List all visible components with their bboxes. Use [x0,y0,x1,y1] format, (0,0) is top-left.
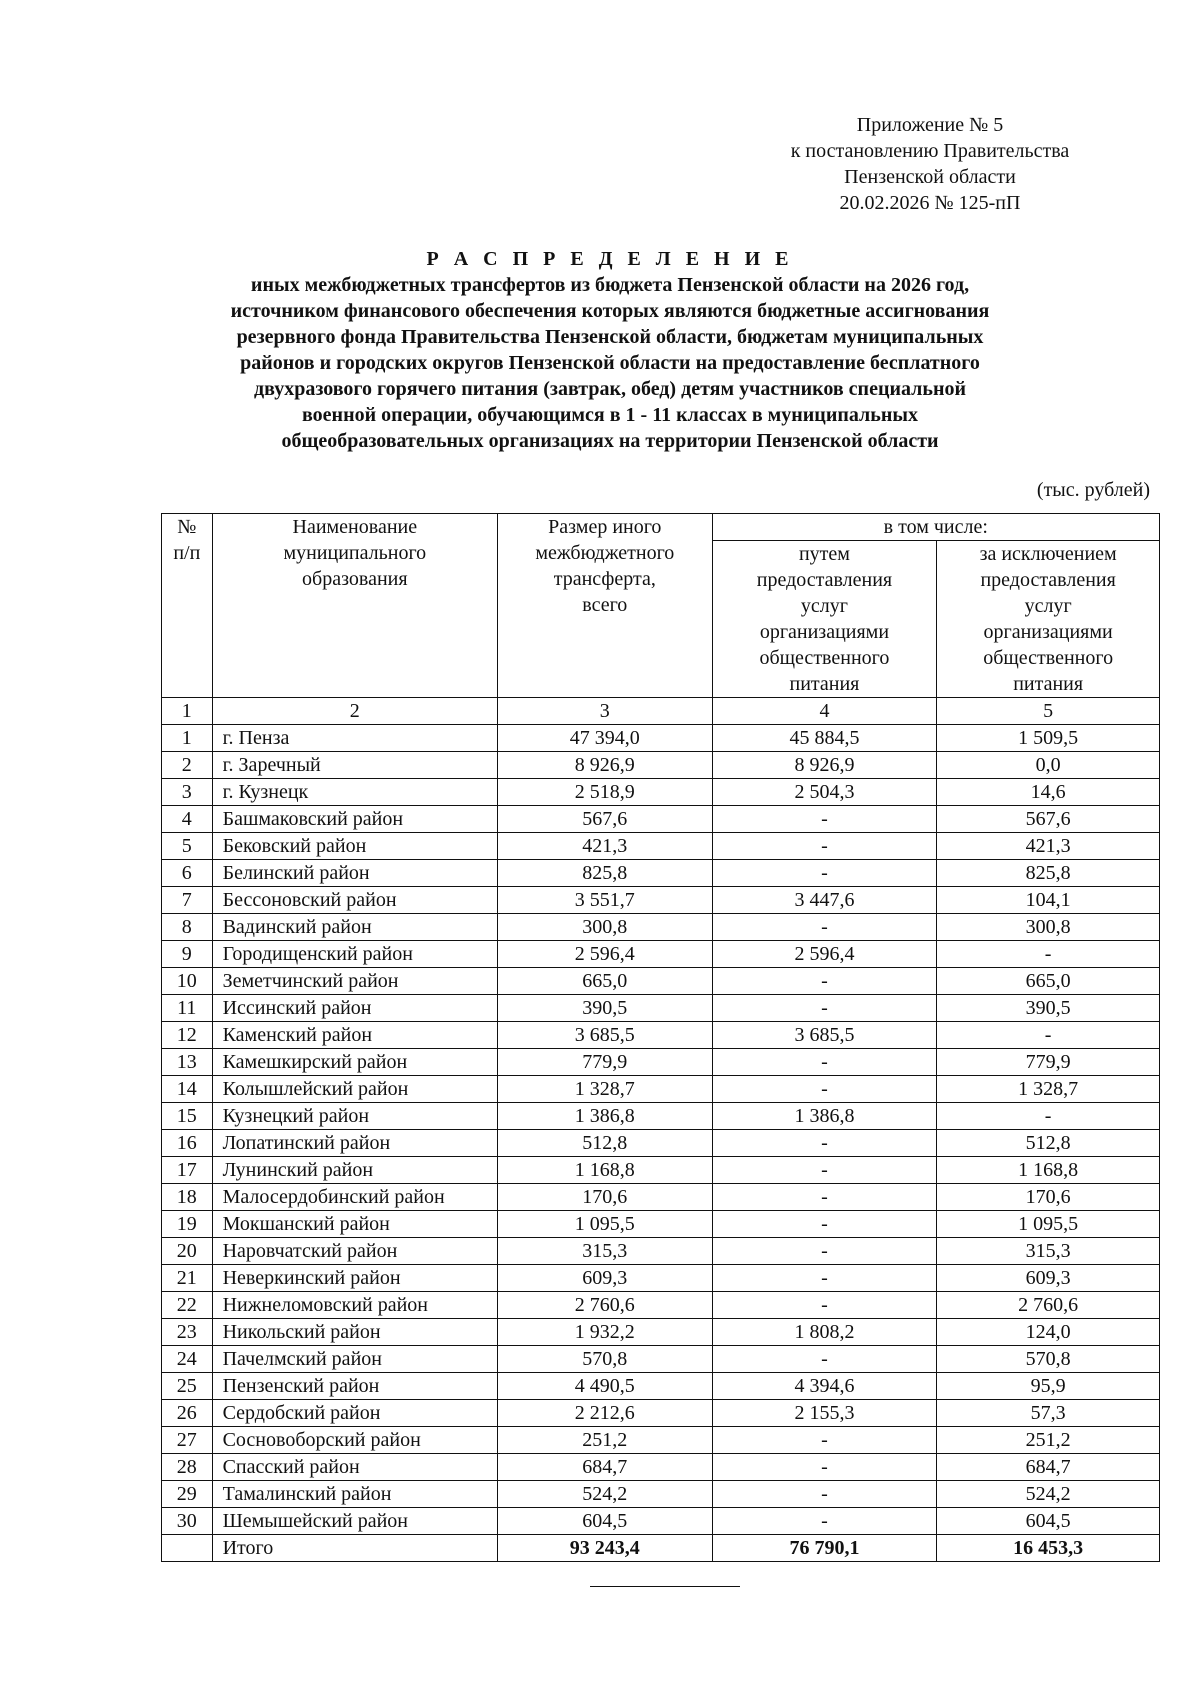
total-amount: 93 243,4 [498,1535,713,1562]
municipality-name: Каменский район [212,1022,497,1049]
row-number: 16 [162,1130,213,1157]
transfer-total: 1 386,8 [498,1103,713,1130]
with-catering-amount: - [712,1454,937,1481]
transfer-total: 2 760,6 [498,1292,713,1319]
table-row [162,1157,1160,1184]
table-row [162,1508,1160,1535]
table-row [162,1373,1160,1400]
table-row [162,1049,1160,1076]
with-catering-amount: - [712,1292,937,1319]
table-row [162,725,1160,752]
title-line: общеобразовательных организациях на территории Пензенской области [281,430,939,452]
transfer-total: 779,9 [498,1049,713,1076]
with-catering-amount: 8 926,9 [712,752,937,779]
distribution-table [161,513,1160,1562]
transfer-total: 300,8 [498,914,713,941]
municipality-name: Мокшанский район [212,1211,497,1238]
without-catering-amount: 251,2 [937,1427,1160,1454]
row-number: 13 [162,1049,213,1076]
municipality-name: Городищенский район [212,941,497,968]
municipality-name: г. Пенза [212,725,497,752]
row-number: 15 [162,1103,213,1130]
row-number: 20 [162,1238,213,1265]
without-catering-amount: 1 328,7 [937,1076,1160,1103]
municipality-name: Малосердобинский район [212,1184,497,1211]
row-number: 25 [162,1373,213,1400]
table-row [162,995,1160,1022]
municipality-name: Башмаковский район [212,806,497,833]
total-without-catering: 16 453,3 [937,1535,1160,1562]
row-number: 9 [162,941,213,968]
without-catering-amount: - [937,1022,1160,1049]
transfer-total: 665,0 [498,968,713,995]
row-number: 22 [162,1292,213,1319]
transfer-total: 570,8 [498,1346,713,1373]
appendix-header [700,112,1160,216]
municipality-name: Спасский район [212,1454,497,1481]
table-row [162,1211,1160,1238]
row-number: 3 [162,779,213,806]
municipality-name: Пачелмский район [212,1346,497,1373]
table-row [162,1238,1160,1265]
with-catering-amount: 1 808,2 [712,1319,937,1346]
without-catering-amount: 779,9 [937,1049,1160,1076]
municipality-name: Колышлейский район [212,1076,497,1103]
with-catering-amount: 4 394,6 [712,1373,937,1400]
transfer-total: 1 932,2 [498,1319,713,1346]
with-catering-amount: - [712,968,937,995]
end-of-document-line [590,1586,740,1587]
row-number: 11 [162,995,213,1022]
without-catering-amount: 1 509,5 [937,725,1160,752]
table-row [162,1346,1160,1373]
appendix-region: Пензенской области [844,166,1016,188]
with-catering-amount: - [712,1346,937,1373]
table-row [162,941,1160,968]
table-row [162,1292,1160,1319]
municipality-name: Земетчинский район [212,968,497,995]
row-number: 18 [162,1184,213,1211]
title-heading: Р А С П Р Е Д Е Л Е Н И Е [426,248,794,270]
transfer-total: 8 926,9 [498,752,713,779]
title-line: резервного фонда Правительства Пензенской области, бюджетам муниципальных [236,326,984,348]
without-catering-amount: 1 095,5 [937,1211,1160,1238]
header-number: № п/п [162,514,213,698]
table-row [162,968,1160,995]
title-line: источником финансового обеспечения которых являются бюджетные ассигнования [230,300,990,322]
header-with-catering: путем предоставления услуг организациями общественного питания [712,541,937,698]
row-number: 19 [162,1211,213,1238]
municipality-name: Сердобский район [212,1400,497,1427]
transfer-total: 609,3 [498,1265,713,1292]
without-catering-amount: 300,8 [937,914,1160,941]
table-row [162,1427,1160,1454]
transfer-total: 2 518,9 [498,779,713,806]
without-catering-amount: - [937,941,1160,968]
total-with-catering: 76 790,1 [712,1535,937,1562]
transfer-total: 1 168,8 [498,1157,713,1184]
without-catering-amount: 825,8 [937,860,1160,887]
with-catering-amount: - [712,1076,937,1103]
with-catering-amount: 45 884,5 [712,725,937,752]
row-number: 21 [162,1265,213,1292]
without-catering-amount: 14,6 [937,779,1160,806]
with-catering-amount: - [712,914,937,941]
without-catering-amount: - [937,1103,1160,1130]
municipality-name: Лунинский район [212,1157,497,1184]
municipality-name: Белинский район [212,860,497,887]
without-catering-amount: 124,0 [937,1319,1160,1346]
header-including: в том числе: [712,514,1159,541]
total-row [162,1535,1160,1562]
with-catering-amount: 2 596,4 [712,941,937,968]
without-catering-amount: 512,8 [937,1130,1160,1157]
with-catering-amount: - [712,1427,937,1454]
transfer-total: 2 212,6 [498,1400,713,1427]
municipality-name: Лопатинский район [212,1130,497,1157]
municipality-name: г. Кузнецк [212,779,497,806]
without-catering-amount: 684,7 [937,1454,1160,1481]
with-catering-amount: - [712,1238,937,1265]
municipality-name: Наровчатский район [212,1238,497,1265]
municipality-name: Сосновоборский район [212,1427,497,1454]
transfer-total: 315,3 [498,1238,713,1265]
with-catering-amount: - [712,833,937,860]
appendix-date-number: 20.02.2026 № 125-пП [839,192,1021,214]
table-row [162,833,1160,860]
row-number: 17 [162,1157,213,1184]
transfer-total: 421,3 [498,833,713,860]
header-municipality: Наименование муниципального образования [212,514,497,698]
transfer-total: 2 596,4 [498,941,713,968]
without-catering-amount: 0,0 [937,752,1160,779]
title-line: военной операции, обучающимся в 1 - 11 классах в муниципальных [302,404,918,426]
title-description [160,272,1060,454]
municipality-name: Пензенский район [212,1373,497,1400]
transfer-total: 3 685,5 [498,1022,713,1049]
table-header-row [162,514,1160,541]
table-body [162,725,1160,1535]
with-catering-amount: - [712,1157,937,1184]
municipality-name: Кузнецкий район [212,1103,497,1130]
with-catering-amount: - [712,1481,937,1508]
row-number: 14 [162,1076,213,1103]
row-number: 8 [162,914,213,941]
transfer-total: 524,2 [498,1481,713,1508]
table-row [162,752,1160,779]
with-catering-amount: 3 447,6 [712,887,937,914]
row-number: 24 [162,1346,213,1373]
column-number: 3 [498,698,713,725]
appendix-number: Приложение № 5 [856,114,1004,136]
transfer-total: 47 394,0 [498,725,713,752]
with-catering-amount: - [712,1508,937,1535]
municipality-name: Бессоновский район [212,887,497,914]
municipality-name: Тамалинский район [212,1481,497,1508]
without-catering-amount: 524,2 [937,1481,1160,1508]
municipality-name: Никольский район [212,1319,497,1346]
with-catering-amount: 1 386,8 [712,1103,937,1130]
title-line: иных межбюджетных трансфертов из бюджета Пензенской области на 2026 год, [250,274,970,296]
title-line: районов и городских округов Пензенской области на предоставление бесплатного [240,352,980,374]
row-number: 5 [162,833,213,860]
column-number: 2 [212,698,497,725]
with-catering-amount: 2 155,3 [712,1400,937,1427]
transfer-total: 170,6 [498,1184,713,1211]
total-number-cell [162,1535,213,1562]
table-row [162,860,1160,887]
with-catering-amount: - [712,1211,937,1238]
table-row [162,887,1160,914]
table-row [162,779,1160,806]
with-catering-amount: - [712,860,937,887]
row-number: 27 [162,1427,213,1454]
municipality-name: г. Заречный [212,752,497,779]
transfer-total: 512,8 [498,1130,713,1157]
transfer-total: 251,2 [498,1427,713,1454]
municipality-name: Камешкирский район [212,1049,497,1076]
title-line: двухразового горячего питания (завтрак, обед) детям участников специальной [253,378,967,400]
without-catering-amount: 57,3 [937,1400,1160,1427]
row-number: 26 [162,1400,213,1427]
row-number: 6 [162,860,213,887]
municipality-name: Иссинский район [212,995,497,1022]
transfer-total: 604,5 [498,1508,713,1535]
with-catering-amount: - [712,995,937,1022]
without-catering-amount: 567,6 [937,806,1160,833]
table-row [162,1076,1160,1103]
transfer-total: 1 095,5 [498,1211,713,1238]
document-title [160,246,1060,454]
units-label: (тыс. рублей) [1036,479,1150,501]
total-label: Итого [212,1535,497,1562]
with-catering-amount: - [712,1265,937,1292]
table-row [162,1184,1160,1211]
without-catering-amount: 570,8 [937,1346,1160,1373]
with-catering-amount: - [712,1049,937,1076]
table-row [162,1022,1160,1049]
without-catering-amount: 315,3 [937,1238,1160,1265]
row-number: 29 [162,1481,213,1508]
table-row [162,806,1160,833]
row-number: 2 [162,752,213,779]
without-catering-amount: 421,3 [937,833,1160,860]
without-catering-amount: 609,3 [937,1265,1160,1292]
table-row [162,1319,1160,1346]
table-row [162,914,1160,941]
municipality-name: Бековский район [212,833,497,860]
row-number: 28 [162,1454,213,1481]
row-number: 12 [162,1022,213,1049]
with-catering-amount: 3 685,5 [712,1022,937,1049]
with-catering-amount: - [712,806,937,833]
table-row [162,1454,1160,1481]
without-catering-amount: 665,0 [937,968,1160,995]
column-number: 1 [162,698,213,725]
transfer-total: 567,6 [498,806,713,833]
without-catering-amount: 604,5 [937,1508,1160,1535]
without-catering-amount: 1 168,8 [937,1157,1160,1184]
column-numbers-row [162,698,1160,725]
with-catering-amount: - [712,1184,937,1211]
transfer-total: 3 551,7 [498,887,713,914]
table-row [162,1481,1160,1508]
table-row [162,1400,1160,1427]
table-row [162,1103,1160,1130]
appendix-resolution-ref: к постановлению Правительства [790,140,1070,162]
column-number: 4 [712,698,937,725]
transfer-total: 4 490,5 [498,1373,713,1400]
municipality-name: Вадинский район [212,914,497,941]
row-number: 7 [162,887,213,914]
municipality-name: Неверкинский район [212,1265,497,1292]
without-catering-amount: 170,6 [937,1184,1160,1211]
transfer-total: 684,7 [498,1454,713,1481]
row-number: 1 [162,725,213,752]
municipality-name: Шемышейский район [212,1508,497,1535]
without-catering-amount: 104,1 [937,887,1160,914]
without-catering-amount: 2 760,6 [937,1292,1160,1319]
without-catering-amount: 95,9 [937,1373,1160,1400]
row-number: 4 [162,806,213,833]
transfer-total: 390,5 [498,995,713,1022]
with-catering-amount: - [712,1130,937,1157]
table-row [162,1265,1160,1292]
transfer-total: 825,8 [498,860,713,887]
row-number: 23 [162,1319,213,1346]
row-number: 10 [162,968,213,995]
municipality-name: Нижнеломовский район [212,1292,497,1319]
without-catering-amount: 390,5 [937,995,1160,1022]
table-row [162,1130,1160,1157]
header-without-catering: за исключением предоставления услуг организациями общественного питания [937,541,1160,698]
header-total: Размер иного межбюджетного трансферта, всего [498,514,713,698]
transfer-total: 1 328,7 [498,1076,713,1103]
row-number: 30 [162,1508,213,1535]
with-catering-amount: 2 504,3 [712,779,937,806]
column-number: 5 [937,698,1160,725]
